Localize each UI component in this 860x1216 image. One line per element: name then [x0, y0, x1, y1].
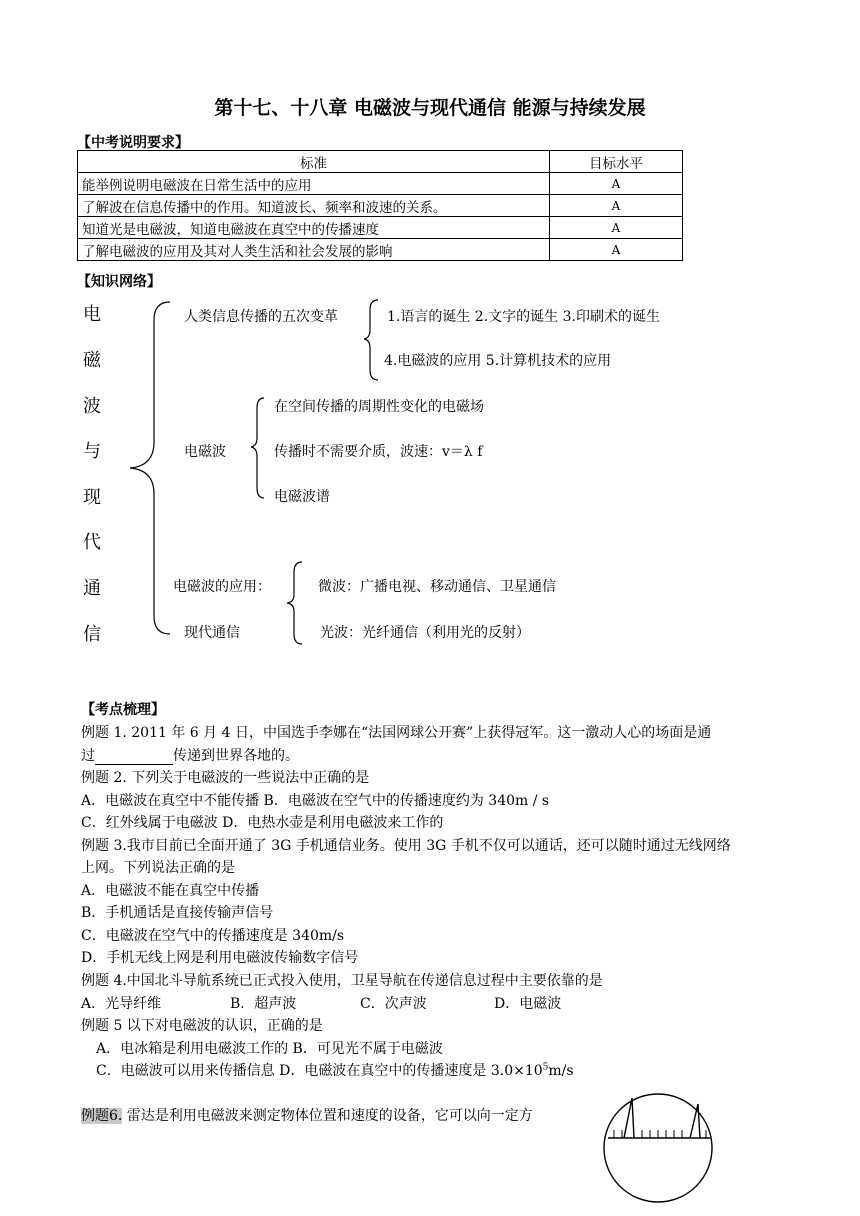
vertical-title-char: 现 [83, 487, 101, 508]
radar-screen-figure [600, 1082, 718, 1216]
vertical-title-char: 与 [83, 441, 101, 462]
network-branch-modern-comm: 现代通信 [184, 625, 240, 641]
table-cell-standard: 了解波在信息传播中的作用。知道波长、频率和波速的关系。 [78, 195, 550, 217]
network-item: 光波：光纤通信（利用光的反射） [320, 625, 530, 641]
question-4-option-a: A．光导纤维 [81, 996, 162, 1012]
question-3-option-c: C．电磁波在空气中的传播速度是 340m/s [81, 928, 345, 944]
exponent: 5 [542, 1062, 549, 1073]
question-5: 例题 5 以下对电磁波的认识，正确的是 [81, 1018, 323, 1034]
question-2-options-ab: A．电磁波在真空中不能传播 B．电磁波在空气中的传播速度约为 340m / s [81, 793, 550, 809]
question-5-options-cd [96, 1060, 574, 1080]
requirements-heading: 【中考说明要求】 [77, 135, 189, 151]
radar-pulse-left [624, 1098, 634, 1138]
question-2-options-cd: C．红外线属于电磁波 D．电热水壶是利用电磁波来工作的 [81, 815, 444, 831]
table-cell-standard: 知道光是电磁波，知道电磁波在真空中的传播速度 [78, 217, 550, 239]
question-2: 例题 2. 下列关于电磁波的一些说法中正确的是 [81, 770, 370, 786]
answer-blank[interactable] [95, 750, 173, 765]
table-cell-level: A [550, 173, 683, 195]
network-branch-application: 电磁波的应用： [173, 579, 271, 595]
question-3-option-a: A．电磁波不能在真空中传播 [81, 883, 260, 899]
table-cell-level: A [550, 239, 683, 261]
question-6-line1 [81, 1105, 533, 1125]
question-5-options-ab: A．电冰箱是利用电磁波工作的 B．可见光不属于电磁波 [96, 1041, 443, 1057]
question-4-option-c: C．次声波 [360, 996, 427, 1012]
radar-screen-circle [604, 1094, 712, 1202]
question-1-line2 [81, 745, 299, 765]
network-item: 在空间传播的周期性变化的电磁场 [274, 399, 484, 415]
table-cell-level: A [550, 195, 683, 217]
question-4: 例题 4.中国北斗导航系统已正式投入使用，卫星导航在传递信息过程中主要依靠的是 [81, 973, 603, 989]
question-4-option-d: D．电磁波 [494, 996, 562, 1012]
question-1-post: 传递到世界各地的。 [173, 748, 299, 764]
question-6-label: 例题6. [81, 1108, 123, 1124]
network-branch-history: 人类信息传播的五次变革 [184, 309, 338, 325]
main-brace [130, 302, 170, 634]
page-title: 第十七、十八章 电磁波与现代通信 能源与持续发展 [214, 97, 646, 119]
header-standard: 标准 [78, 151, 550, 173]
vertical-title-char: 信 [83, 624, 101, 645]
question-3-line1: 例题 3.我市目前已全面开通了 3G 手机通信业务。使用 3G 手机不仅可以通话，还可以随时通过无线网络 [81, 838, 731, 854]
question-3-option-b: B．手机通话是直接传输声信号 [81, 905, 274, 921]
question-3-line2: 上网。下列说法正确的是 [81, 860, 235, 876]
network-item: 微波：广播电视、移动通信、卫星通信 [318, 579, 556, 595]
vertical-title-char: 磁 [83, 350, 101, 371]
network-heading: 【知识网络】 [77, 274, 161, 290]
table-cell-level: A [550, 217, 683, 239]
question-6-text: 雷达是利用电磁波来测定物体位置和速度的设备，它可以向一定方 [122, 1108, 533, 1124]
question-4-option-b: B．超声波 [230, 996, 297, 1012]
vertical-title-char: 波 [83, 396, 101, 417]
question-5-cd-text: C．电磁波可以用来传播信息 D．电磁波在真空中的传播速度是 3.0×10 [96, 1063, 543, 1079]
question-1-pre: 过 [81, 748, 95, 764]
network-item: 电磁波谱 [274, 489, 330, 505]
vertical-title-char: 代 [83, 532, 101, 553]
network-item: 1.语言的诞生 2.文字的诞生 3.印刷术的诞生 [387, 309, 660, 325]
question-3-option-d: D．手机无线上网是利用电磁波传输数字信号 [81, 950, 359, 966]
vertical-title-char: 通 [83, 578, 101, 599]
vertical-title-char: 电 [83, 304, 101, 325]
brace-application [287, 562, 302, 644]
table-cell-standard: 能举例说明电磁波在日常生活中的应用 [78, 173, 550, 195]
question-1-line1: 例题 1. 2011 年 6 月 4 日，中国选手李娜在“法国网球公开赛”上获得冠军。这一激动人心的场面是通 [81, 725, 712, 741]
exam-heading: 【考点梳理】 [81, 702, 165, 718]
network-item: 传播时不需要介质，波速：v＝λ f [274, 444, 483, 460]
brace-history [364, 300, 378, 380]
header-target-level: 目标水平 [550, 151, 683, 173]
network-item: 4.电磁波的应用 5.计算机技术的应用 [384, 353, 612, 369]
table-cell-standard: 了解电磁波的应用及其对人类生活和社会发展的影响 [78, 239, 550, 261]
question-5-cd-unit: m/s [548, 1063, 574, 1079]
brace-em-wave [251, 398, 264, 498]
network-branch-em-wave: 电磁波 [184, 444, 226, 460]
